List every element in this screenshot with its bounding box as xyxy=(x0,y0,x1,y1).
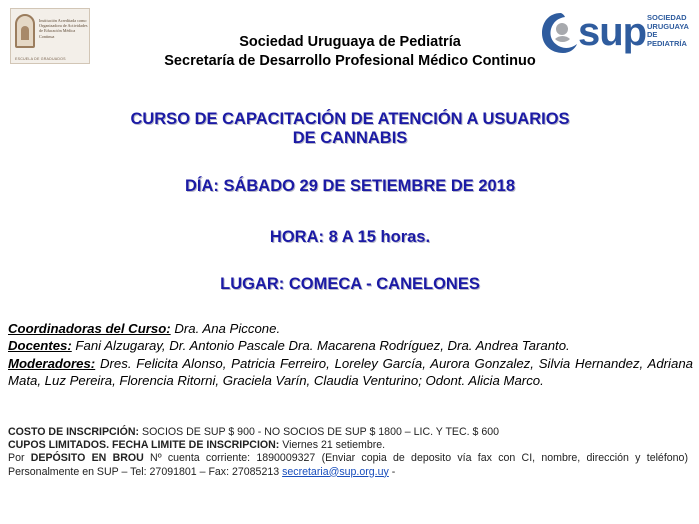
deposit-label: DEPÓSITO EN BROU xyxy=(30,452,144,465)
teachers-label: Docentes: xyxy=(8,338,72,354)
institution-emblem-icon xyxy=(15,14,35,48)
sup-logo-tagline xyxy=(647,14,697,48)
course-title-line-1: CURSO DE CAPACITACIÓN DE ATENCIÓN A USUARIOS xyxy=(130,110,570,128)
course-place: LUGAR: COMECA - CANELONES xyxy=(220,275,480,293)
registration-info xyxy=(8,426,688,479)
deposit-suffix: - xyxy=(388,465,396,478)
sup-tagline-line-1: SOCIEDAD xyxy=(647,13,687,22)
org-department: Secretaría de Desarrollo Profesional Médico Continuo xyxy=(164,53,536,69)
moderators-label: Moderadores: xyxy=(8,355,96,371)
cost-label: COSTO DE INSCRIPCIÓN: xyxy=(8,426,140,438)
limited-label: CUPOS LIMITADOS. FECHA LIMITE DE INSCRIPCION: xyxy=(8,439,280,452)
moderators-line xyxy=(8,355,693,390)
institution-logo-caption: ESCUELA DE GRADUADOS xyxy=(15,57,66,61)
coordinators-label: Coordinadoras del Curso: xyxy=(8,321,171,336)
cost-line xyxy=(8,426,688,439)
moderators-value: Dres. Felicita Alonso, Patricia Ferreiro, Loreley García, Aurora Gonzalez, Silvia Hernandez, Adriana Mata, Luz Pereira, Florencia Ritorni, Graciela Varín, Claudia Venturino; Odont. Alicia Marco. xyxy=(8,355,693,388)
coordinators-line xyxy=(8,320,693,337)
institution-logo-text: Institución Acreditada como Organizadora de Actividades de Educación Médica Continua xyxy=(39,18,88,39)
sup-logo xyxy=(539,9,697,55)
email-link[interactable]: secretaria@sup.org.uy xyxy=(282,465,389,478)
deposit-prefix: Por xyxy=(8,452,31,465)
limited-value: Viernes 21 setiembre. xyxy=(279,439,386,452)
sup-logo-word: sup xyxy=(578,10,647,54)
sup-tagline-line-3: DE PEDIATRÍA xyxy=(647,30,687,48)
limited-line xyxy=(8,439,688,452)
deposit-value: Nº cuenta corriente: 1890009327 (Enviar copia de deposito vía fax con CI, nombre, dirección y teléfono) Personalmente en SUP – Tel: 27091801 – Fax: 27085213 xyxy=(8,452,688,478)
coordinators-value: Dra. Ana Piccone. xyxy=(170,321,281,336)
course-title-line-2: DE CANNABIS xyxy=(292,129,408,147)
cost-value: SOCIOS DE SUP $ 900 - NO SOCIOS DE SUP $ 1800 – LIC. Y TEC. $ 600 xyxy=(139,426,500,438)
institution-logo xyxy=(10,8,90,64)
teachers-value: Fani Alzugaray, Dr. Antonio Pascale Dra. Macarena Rodríguez, Dra. Andrea Taranto. xyxy=(71,338,570,354)
course-day: DÍA: SÁBADO 29 DE SETIEMBRE DE 2018 xyxy=(184,177,516,195)
staff-section xyxy=(8,320,693,389)
org-name: Sociedad Uruguaya de Pediatría xyxy=(239,34,461,50)
deposit-line xyxy=(8,452,688,478)
course-time: HORA: 8 A 15 horas. xyxy=(269,228,431,246)
sup-tagline-line-2: URUGUAYA xyxy=(647,21,689,31)
teachers-line xyxy=(8,337,693,354)
